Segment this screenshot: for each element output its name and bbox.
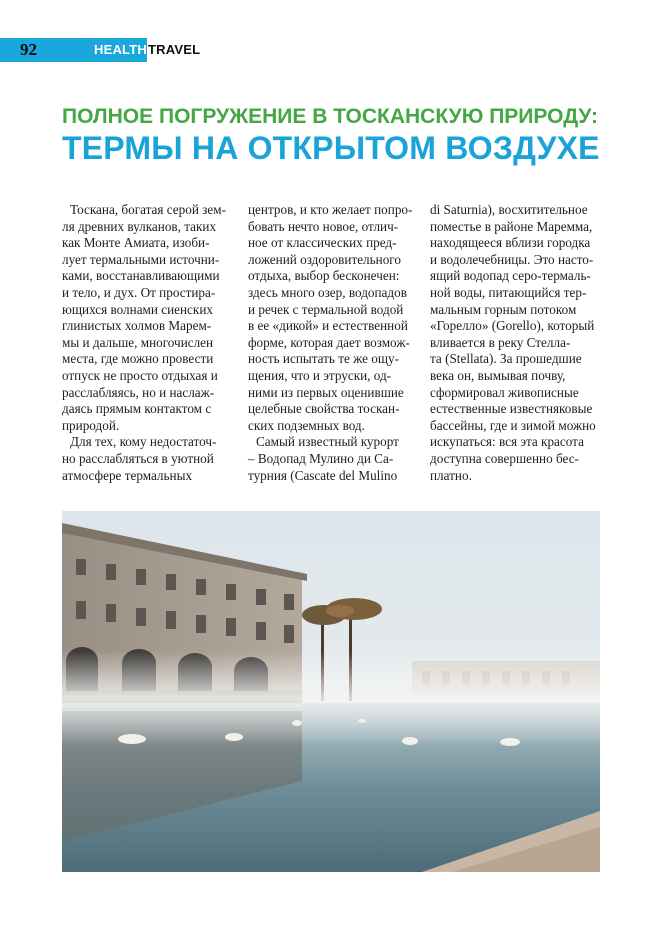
paragraph: центров, и кто желает попро- бовать нечто новое, отлич- ное от классических пред- ложений оздоровительного отдыха, выбор бесконечен: здесь много озер, водопадов и речек с термальной водой в ее «дикой» и естественной форме, которая дает возмож- ность испытать те же ощу- щения, что и этруски, од- ними из первых оценившие целебные свойства тоскан- ских подземных вод.: [248, 202, 413, 433]
section-label-travel: TRAVEL: [148, 42, 201, 57]
page-number: 92: [20, 40, 37, 59]
paragraph: Самый известный курорт – Водопад Мулино ди Са- турния (Cascate del Mulino: [248, 434, 399, 483]
article-column-2: [248, 202, 418, 484]
paragraph: Для тех, кому недостаточ- но расслабляться в уютной атмосфере термальных: [62, 434, 217, 483]
section-label-health: HEALTH: [94, 42, 147, 57]
paragraph: Тоскана, богатая серой зем- ля древних вулканов, таких как Монте Амиата, изоби- лует термальными источни- ками, восстанавливающими и тело, и дух. От простира- ющихся волнами сиенских глинистых холмов Марем- мы и дальше, многочислен места, где можно провести отпуск не просто отдыхая и расслабляясь, но и наслаж- даясь прямым контактом с природой.: [62, 202, 226, 433]
article-title-line1: ПОЛНОЕ ПОГРУЖЕНИЕ В ТОСКАНСКУЮ ПРИРОДУ:: [62, 105, 598, 128]
paragraph: di Saturnia), восхитительное поместье в районе Маремма, находящееся вблизи городка и водолечебницы. Это насто- ящий водопад серо-термаль- ной воды, питающийся тер- мальным горным потоком «Горелло» (Gorello), который вливается в реку Стелла- та (Stellata). За прошедшие века он, вымывая почву, сформировал живописные естественные известняковые бассейны, где и зимой можно искупаться: вся эта красота доступна совершенно бес- платно.: [430, 202, 596, 483]
article-column-1: [62, 202, 230, 484]
article-column-3: [430, 202, 602, 484]
article-title-line2: ТЕРМЫ НА ОТКРЫТОМ ВОЗДУХЕ: [62, 130, 600, 166]
thermal-spa-photo: [62, 511, 600, 872]
